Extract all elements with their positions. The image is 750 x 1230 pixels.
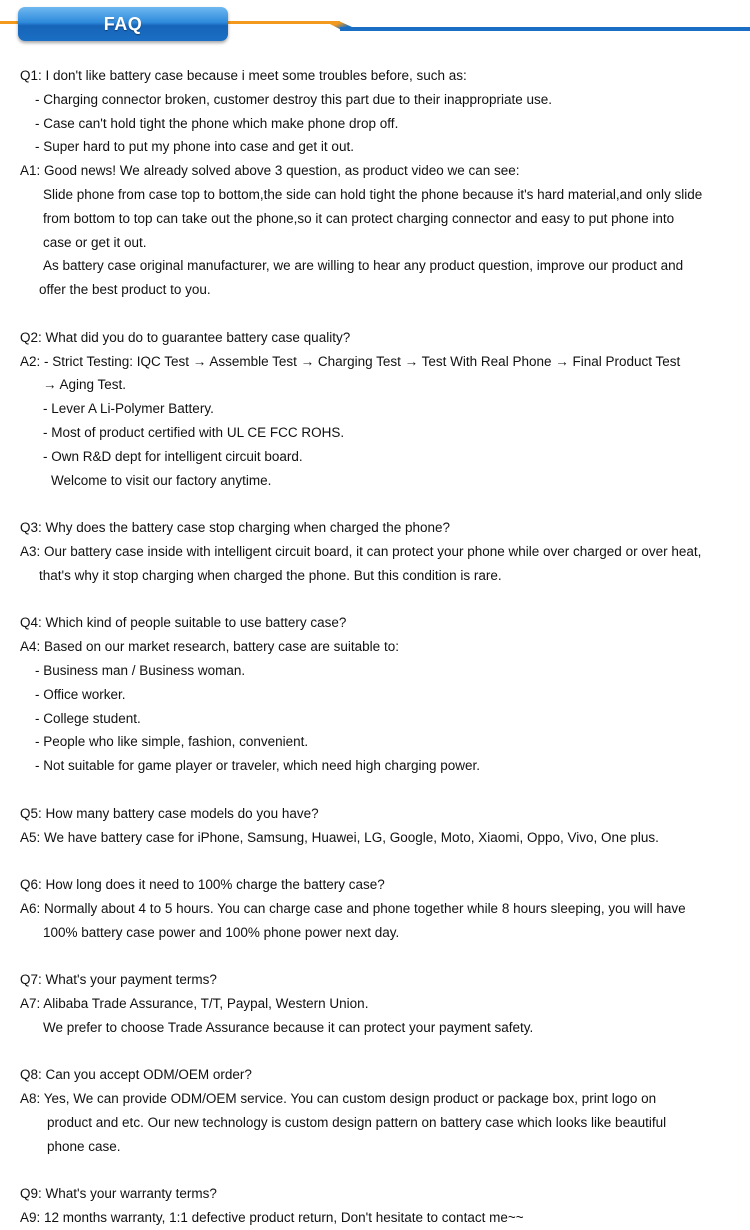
faq-question: Q8: Can you accept ODM/OEM order? — [20, 1067, 252, 1083]
faq-answer-line: Welcome to visit our factory anytime. — [51, 472, 272, 488]
faq-item-4 — [20, 611, 735, 778]
faq-answer-line: A2: - Strict Testing: IQC Test → Assemble Test → Charging Test → Test With Real Phone → Final Product Test — [20, 353, 681, 369]
faq-item-8 — [20, 1063, 735, 1158]
faq-spacer — [20, 492, 735, 516]
faq-title-badge — [18, 7, 228, 41]
faq-answer-line: - Case can't hold tight the phone which make phone drop off. — [35, 115, 399, 131]
faq-item-7 — [20, 968, 735, 1039]
faq-item-5 — [20, 802, 735, 850]
faq-answer-line: - Super hard to put my phone into case and get it out. — [35, 139, 354, 155]
faq-question: Q9: What's your warranty terms? — [20, 1186, 217, 1202]
faq-item-9 — [20, 1182, 735, 1230]
faq-answer-line: - Business man / Business woman. — [35, 662, 246, 678]
faq-question: Q6: How long does it need to 100% charge the battery case? — [20, 877, 385, 893]
faq-answer-line: - Lever A Li-Polymer Battery. — [43, 401, 214, 417]
faq-question: Q1: I don't like battery case because i meet some troubles before, such as: — [20, 68, 467, 83]
faq-answer-line: - Own R&D dept for intelligent circuit board. — [43, 448, 303, 464]
faq-answer-line: - Office worker. — [35, 686, 126, 702]
faq-header — [0, 0, 750, 60]
faq-item-6 — [20, 873, 735, 944]
faq-answer-line: offer the best product to you. — [39, 282, 211, 298]
faq-answer-line: that's why it stop charging when charged the phone. But this condition is rare. — [39, 567, 502, 583]
faq-answer-line: → Aging Test. — [43, 377, 127, 393]
faq-answer-line: - Charging connector broken, customer destroy this part due to their inappropriate use. — [35, 91, 553, 107]
faq-answer-line: from bottom to top can take out the phone,so it can protect charging connector and easy to put phone into — [43, 210, 675, 226]
faq-spacer — [20, 1040, 735, 1064]
faq-spacer — [20, 302, 735, 326]
faq-answer-line: A5: We have battery case for iPhone, Samsung, Huawei, LG, Google, Moto, Xiaomi, Oppo, Vivo, One plus. — [20, 829, 659, 845]
faq-question: Q5: How many battery case models do you have? — [20, 805, 319, 821]
faq-answer-line: A1: Good news! We already solved above 3 question, as product video we can see: — [20, 163, 520, 179]
faq-answer-line: A6: Normally about 4 to 5 hours. You can charge case and phone together while 8 hours sleeping, you will have — [20, 900, 686, 916]
faq-answer-line: A8: Yes, We can provide ODM/OEM service. You can custom design product or package box, print logo on — [20, 1091, 657, 1107]
faq-answer-line: - Most of product certified with UL CE FCC ROHS. — [43, 424, 345, 440]
header-blue-line — [340, 27, 750, 31]
faq-question: Q4: Which kind of people suitable to use battery case? — [20, 615, 347, 631]
faq-answer-line: case or get it out. — [43, 234, 147, 250]
faq-answer-line: A3: Our battery case inside with intelligent circuit board, it can protect your phone while over charged or over heat, — [20, 543, 702, 559]
faq-answer-line: A7: Alibaba Trade Assurance, T/T, Paypal, Western Union. — [20, 996, 369, 1012]
faq-spacer — [20, 849, 735, 873]
faq-answer-line: 100% battery case power and 100% phone power next day. — [43, 924, 400, 940]
faq-answer-line: - People who like simple, fashion, convenient. — [35, 734, 309, 750]
faq-spacer — [20, 588, 735, 612]
faq-item-2 — [20, 326, 735, 493]
faq-answer-line: phone case. — [47, 1138, 121, 1154]
faq-spacer — [20, 944, 735, 968]
faq-answer-line: We prefer to choose Trade Assurance because it can protect your payment safety. — [43, 1019, 534, 1035]
faq-item-1 — [20, 64, 735, 302]
faq-answer-line: - College student. — [35, 710, 141, 726]
faq-answer-line: As battery case original manufacturer, we are willing to hear any product question, improve our product and — [43, 258, 684, 274]
faq-question: Q7: What's your payment terms? — [20, 972, 217, 988]
faq-question: Q3: Why does the battery case stop charging when charged the phone? — [20, 520, 451, 536]
faq-list — [20, 64, 735, 1230]
faq-answer-line: A4: Based on our market research, battery case are suitable to: — [20, 639, 399, 655]
faq-answer-line: product and etc. Our new technology is custom design pattern on battery case which looks like beautiful — [47, 1115, 667, 1131]
faq-answer-line: - Not suitable for game player or traveler, which need high charging power. — [35, 758, 480, 774]
faq-item-3 — [20, 516, 735, 587]
faq-title: FAQ — [103, 13, 143, 34]
faq-question: Q2: What did you do to guarantee battery case quality? — [20, 329, 351, 345]
faq-answer-line: A9: 12 months warranty, 1:1 defective product return, Don't hesitate to contact me~~ — [20, 1210, 524, 1226]
faq-answer-line: Slide phone from case top to bottom,the side can hold tight the phone because it's hard material,and only slide — [43, 186, 703, 202]
faq-spacer — [20, 778, 735, 802]
faq-spacer — [20, 1159, 735, 1183]
